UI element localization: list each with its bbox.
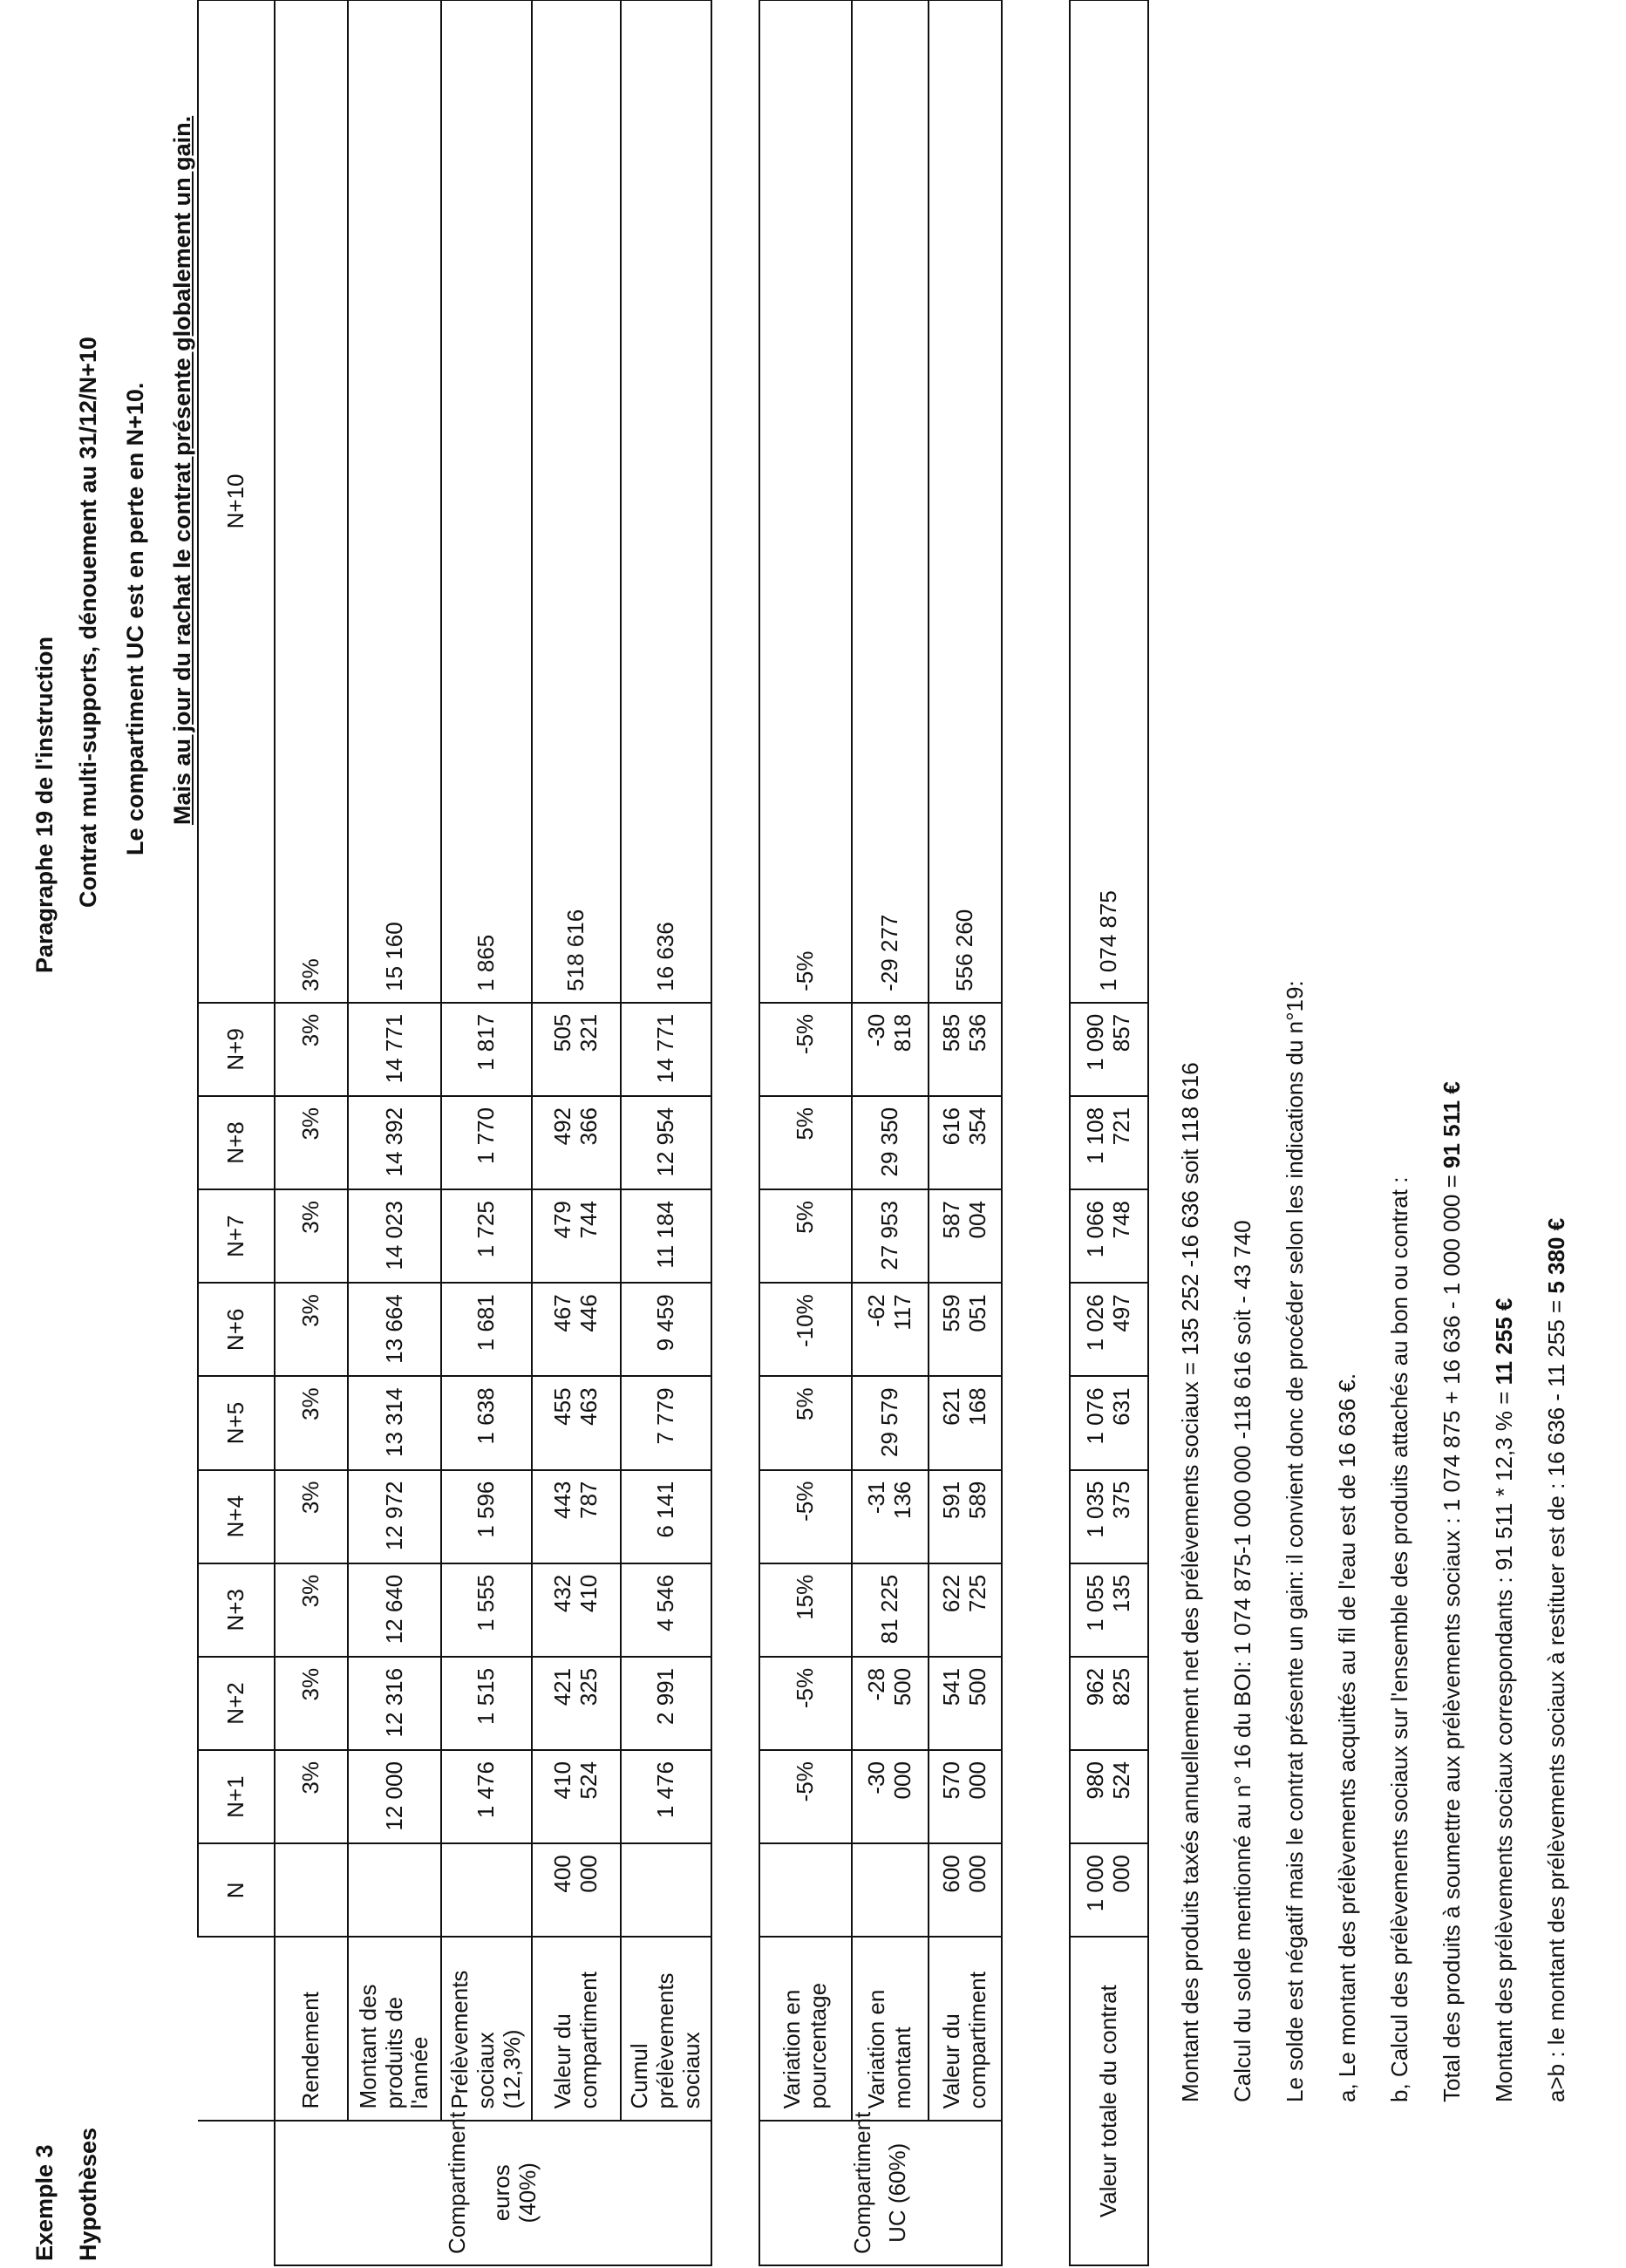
value-cell: 1 817 xyxy=(441,1003,532,1096)
year-cell: N xyxy=(198,1843,275,1937)
value-cell: 12 640 xyxy=(348,1563,441,1657)
value-cell: 29 350 xyxy=(852,1096,929,1189)
example-title: Exemple 3 xyxy=(31,2144,58,2261)
value-cell: 1 035 375 xyxy=(1070,1470,1148,1563)
table-row xyxy=(852,0,929,2265)
empty-cell xyxy=(198,1937,275,2120)
year-cell: N+6 xyxy=(198,1283,275,1376)
year-cell: N+2 xyxy=(198,1657,275,1750)
total-value-table xyxy=(1069,0,1149,2266)
value-cell: 455 463 xyxy=(532,1376,621,1469)
value-cell: 1 076 631 xyxy=(1070,1376,1148,1469)
value-cell: 1 055 135 xyxy=(1070,1563,1148,1657)
value-cell: 5% xyxy=(759,1189,852,1283)
value-cell: 3% xyxy=(275,1657,348,1750)
year-cell: N+9 xyxy=(198,1003,275,1096)
value-cell: 14 023 xyxy=(348,1189,441,1283)
value-cell: 980 524 xyxy=(1070,1750,1148,1843)
value-cell: 4 546 xyxy=(621,1563,711,1657)
value-cell: 1 476 xyxy=(621,1750,711,1843)
year-cell: N+3 xyxy=(198,1563,275,1657)
value-cell: 1 476 xyxy=(441,1750,532,1843)
row-label: Rendement xyxy=(275,1937,348,2120)
euros-compartment-table xyxy=(197,0,712,2266)
hypotheses-label: Hypothèses xyxy=(75,2127,101,2261)
note-refund: a>b : le montant des prélèvements sociaux à restituer est de : 16 636 - 11 255 = 5 380 € xyxy=(1543,1217,1569,2102)
value-cell xyxy=(852,1843,929,1937)
value-cell: 81 225 xyxy=(852,1563,929,1657)
value-cell: -10% xyxy=(759,1283,852,1376)
note-levy-amount: Montant des prélèvements sociaux correspondants : 91 511 * 12,3 % = 11 255 € xyxy=(1491,1297,1517,2102)
paragraph-ref: Paragraphe 19 de l'instruction xyxy=(31,636,58,973)
uc-group-cell: Compartiment UC (60%) xyxy=(759,2121,1002,2265)
value-cell: 1 681 xyxy=(441,1283,532,1376)
value-cell: 1 596 xyxy=(441,1470,532,1563)
year-cell: N+8 xyxy=(198,1096,275,1189)
value-cell: 556 260 xyxy=(929,0,1002,1003)
value-cell: 11 184 xyxy=(621,1189,711,1283)
value-cell: 400 000 xyxy=(532,1843,621,1937)
value-cell: 3% xyxy=(275,1189,348,1283)
value-cell: 1 638 xyxy=(441,1376,532,1469)
year-cell: N+1 xyxy=(198,1750,275,1843)
value-cell: 443 787 xyxy=(532,1470,621,1563)
value-cell: 518 616 xyxy=(532,0,621,1003)
value-cell: 5% xyxy=(759,1376,852,1469)
value-cell: -30 818 xyxy=(852,1003,929,1096)
value-cell: -5% xyxy=(759,1750,852,1843)
note-b-levy-calc: b, Calcul des prélèvements sociaux sur l'ensemble des produits attachés au bon ou contrat : xyxy=(1386,1176,1412,2102)
hypothesis-3: Mais au jour du rachat le contrat présente globalement un gain. xyxy=(169,115,195,825)
value-cell xyxy=(621,1843,711,1937)
note-total-products: Total des produits à soumettre aux prélèvements sociaux : 1 074 875 + 16 636 - 1 000 000 = 91 511 € xyxy=(1439,1081,1465,2102)
note-net-products: Montant des produits taxés annuellement net des prélèvements sociaux = 135 252 -16 636 soit 118 616 xyxy=(1177,1062,1203,2102)
total-products-value: 91 511 € xyxy=(1439,1081,1465,1168)
table-row xyxy=(759,0,852,2265)
note-balance-calc: Calcul du solde mentionné au n° 16 du BOI: 1 074 875-1 000 000 -118 616 soit - 43 740 xyxy=(1229,1220,1255,2102)
value-cell: 621 168 xyxy=(929,1376,1002,1469)
table-row xyxy=(275,0,348,2265)
value-cell: 27 953 xyxy=(852,1189,929,1283)
value-cell: 9 459 xyxy=(621,1283,711,1376)
row-label: Cumul prélèvements sociaux xyxy=(621,1937,711,2120)
euros-header-row xyxy=(198,0,275,2265)
value-cell: 505 321 xyxy=(532,1003,621,1096)
euros-group-cell: Compartiment euros (40%) xyxy=(275,2121,711,2265)
levy-amount-value: 11 255 € xyxy=(1491,1297,1517,1386)
value-cell: 591 589 xyxy=(929,1470,1002,1563)
table-row xyxy=(929,0,1002,2265)
value-cell: 3% xyxy=(275,1750,348,1843)
value-cell: 587 004 xyxy=(929,1189,1002,1283)
value-cell: 3% xyxy=(275,0,348,1003)
value-cell: -28 500 xyxy=(852,1657,929,1750)
value-cell: 14 392 xyxy=(348,1096,441,1189)
value-cell: 3% xyxy=(275,1096,348,1189)
value-cell: -31 136 xyxy=(852,1470,929,1563)
note-a-paid-levies: a, Le montant des prélèvements acquittés au fil de l'eau est de 16 636 €. xyxy=(1334,1372,1360,2102)
row-label: Variation en montant xyxy=(852,1937,929,2120)
note-negative-balance: Le solde est négatif mais le contrat présente un gain: il convient donc de procéder selon les indications du n°19: xyxy=(1282,980,1308,2102)
value-cell: 2 991 xyxy=(621,1657,711,1750)
value-cell: 1 090 857 xyxy=(1070,1003,1148,1096)
year-cell: N+7 xyxy=(198,1189,275,1283)
value-cell: -5% xyxy=(759,0,852,1003)
empty-cell xyxy=(198,2121,275,2265)
value-cell: 13 314 xyxy=(348,1376,441,1469)
value-cell: 12 316 xyxy=(348,1657,441,1750)
value-cell: 15 160 xyxy=(348,0,441,1003)
value-cell: 1 066 748 xyxy=(1070,1189,1148,1283)
hypothesis-2: Le compartiment UC est en perte en N+10. xyxy=(122,382,148,855)
value-cell xyxy=(759,1843,852,1937)
value-cell xyxy=(441,1843,532,1937)
value-cell: 3% xyxy=(275,1563,348,1657)
value-cell: 570 000 xyxy=(929,1750,1002,1843)
table-row xyxy=(348,0,441,2265)
value-cell: 600 000 xyxy=(929,1843,1002,1937)
value-cell: 1 865 xyxy=(441,0,532,1003)
row-label: Montant des produits de l'année xyxy=(348,1937,441,2120)
value-cell xyxy=(275,1843,348,1937)
refund-value: 5 380 € xyxy=(1543,1217,1569,1294)
row-label: Valeur du compartiment xyxy=(532,1937,621,2120)
value-cell: 1 026 497 xyxy=(1070,1283,1148,1376)
value-cell: -30 000 xyxy=(852,1750,929,1843)
value-cell: 12 954 xyxy=(621,1096,711,1189)
value-cell xyxy=(348,1843,441,1937)
value-cell: 3% xyxy=(275,1003,348,1096)
value-cell: 3% xyxy=(275,1283,348,1376)
total-row xyxy=(1070,0,1148,2265)
value-cell: 1 555 xyxy=(441,1563,532,1657)
row-label: Variation en pourcentage xyxy=(759,1937,852,2120)
value-cell: -62 117 xyxy=(852,1283,929,1376)
value-cell: 3% xyxy=(275,1470,348,1563)
value-cell: -5% xyxy=(759,1657,852,1750)
value-cell: 1 725 xyxy=(441,1189,532,1283)
uc-compartment-table xyxy=(759,0,1003,2266)
value-cell: 616 354 xyxy=(929,1096,1002,1189)
row-label: Valeur du compartiment xyxy=(929,1937,1002,2120)
value-cell: 421 325 xyxy=(532,1657,621,1750)
value-cell: 1 074 875 xyxy=(1070,0,1148,1003)
value-cell: 15% xyxy=(759,1563,852,1657)
value-cell: -5% xyxy=(759,1470,852,1563)
value-cell: 962 825 xyxy=(1070,1657,1148,1750)
value-cell: 410 524 xyxy=(532,1750,621,1843)
table-row xyxy=(441,0,532,2265)
value-cell: 16 636 xyxy=(621,0,711,1003)
value-cell: 3% xyxy=(275,1376,348,1469)
year-cell: N+4 xyxy=(198,1470,275,1563)
total-label: Valeur totale du contrat xyxy=(1070,1937,1148,2265)
year-cell: N+10 xyxy=(198,0,275,1003)
value-cell: 1 108 721 xyxy=(1070,1096,1148,1189)
year-cell: N+5 xyxy=(198,1376,275,1469)
hypothesis-1: Contrat multi-supports, dénouement au 31/12/N+10 xyxy=(75,337,101,908)
value-cell: 479 744 xyxy=(532,1189,621,1283)
value-cell: 432 410 xyxy=(532,1563,621,1657)
value-cell: 14 771 xyxy=(348,1003,441,1096)
value-cell: 492 366 xyxy=(532,1096,621,1189)
value-cell: 7 779 xyxy=(621,1376,711,1469)
value-cell: 622 725 xyxy=(929,1563,1002,1657)
value-cell: 29 579 xyxy=(852,1376,929,1469)
value-cell: 585 536 xyxy=(929,1003,1002,1096)
value-cell: 1 000 000 xyxy=(1070,1843,1148,1937)
value-cell: 559 051 xyxy=(929,1283,1002,1376)
table-row xyxy=(532,0,621,2265)
table-row xyxy=(621,0,711,2265)
value-cell: -29 277 xyxy=(852,0,929,1003)
value-cell: 12 972 xyxy=(348,1470,441,1563)
value-cell: 13 664 xyxy=(348,1283,441,1376)
row-label: Prélèvements sociaux (12,3%) xyxy=(441,1937,532,2120)
value-cell: 467 446 xyxy=(532,1283,621,1376)
value-cell: 12 000 xyxy=(348,1750,441,1843)
value-cell: 5% xyxy=(759,1096,852,1189)
value-cell: 14 771 xyxy=(621,1003,711,1096)
value-cell: 1 515 xyxy=(441,1657,532,1750)
value-cell: -5% xyxy=(759,1003,852,1096)
value-cell: 6 141 xyxy=(621,1470,711,1563)
value-cell: 1 770 xyxy=(441,1096,532,1189)
value-cell: 541 500 xyxy=(929,1657,1002,1750)
